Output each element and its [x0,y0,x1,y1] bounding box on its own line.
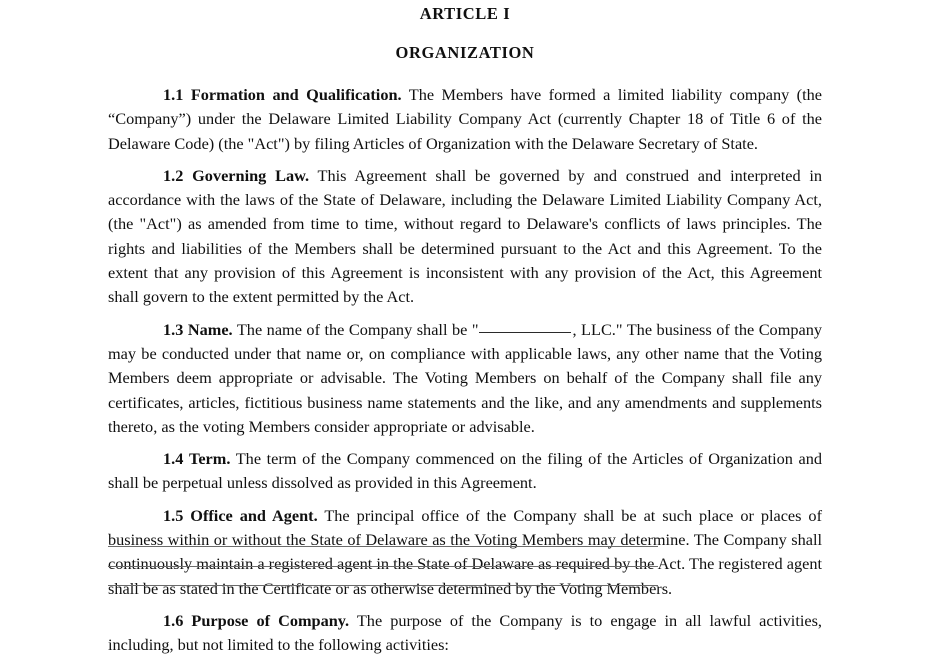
article-heading: ARTICLE I [419,4,511,23]
clause-1-6 [108,609,822,658]
clause-1-4 [108,447,822,496]
clause-1-1-body: The Members have formed a limited liability company (the “Company”) under the Delaware Limited Liability Company Act (currently Chapter 18 of Title 6 of the Delaware Code) (the "Act") by filing Articles of Organization with the Delaware Secretary of State. [108,85,822,153]
clause-1-6-body: The purpose of the Company is to engage in all lawful activities, including, but not limited to the following activities: [108,610,823,655]
clause-1-2-number: 1.2 [163,165,184,185]
clause-1-6-number: 1.6 [163,610,184,630]
clause-1-3-body-after-blank: , LLC." The business of the Company may be conducted under that name or, on compliance with applicable laws, any other name that the Voting Members deem appropriate or advisable. The Voting Members on behalf of the Company shall file any certificates, articles, fictitious business name statements and the like, and any amendments and supplements thereto, as the voting Members consider appropriate or advisable. [108,319,823,436]
clause-1-3-number: 1.3 [163,319,184,339]
blank-line-2[interactable] [108,566,658,567]
clause-1-5-body: The principal office of the Company shall be at such place or places of business within or without the State of Delaware as the Voting Members may determine. The Company shall continuously maintain a registered agent in the State of Delaware as required by the Act. The registered agent shall be as stated in the Certificate or as otherwise determined by the Voting Members. [108,505,822,598]
clause-1-2 [108,164,822,310]
blank-line-1[interactable] [108,546,658,547]
clause-1-2-body: This Agreement shall be governed by and construed and interpreted in accordance with the laws of the State of Delaware, including the Delaware Limited Liability Company Act, (the "Act") as amended from time to time, without regard to Delaware's conflicts of laws principles. The rights and liabilities of the Members shall be determined pursuant to the Act and this Agreement. To the extent that any provision of this Agreement is inconsistent with any provision of the Act, this Agreement shall govern to the extent permitted by the Act. [108,165,823,307]
clause-1-2-title: Governing Law. [192,165,310,185]
activities-blank-lines [108,546,658,586]
organization-heading: ORGANIZATION [395,42,535,62]
clause-1-6-title: Purpose of Company. [191,610,350,630]
clause-1-1 [108,83,822,156]
clause-1-3-title: Name. [187,319,233,339]
clause-1-4-body: The term of the Company commenced on the filing of the Articles of Organization and shall be perpetual unless dissolved as provided in this Agreement. [108,449,823,493]
clause-1-5-title: Office and Agent. [190,505,318,525]
company-name-blank-field[interactable] [479,332,571,333]
blank-line-3[interactable] [108,585,658,586]
clause-1-4-title: Term. [188,449,231,469]
clause-1-5-number: 1.5 [163,505,184,525]
clause-1-1-title: Formation and Qualification. [190,85,402,104]
clause-1-3 [108,318,822,439]
clause-1-4-number: 1.4 [163,449,184,469]
clause-1-1-number: 1.1 [163,85,184,104]
clause-1-3-body-before-blank: The name of the Company shall be " [236,319,479,339]
